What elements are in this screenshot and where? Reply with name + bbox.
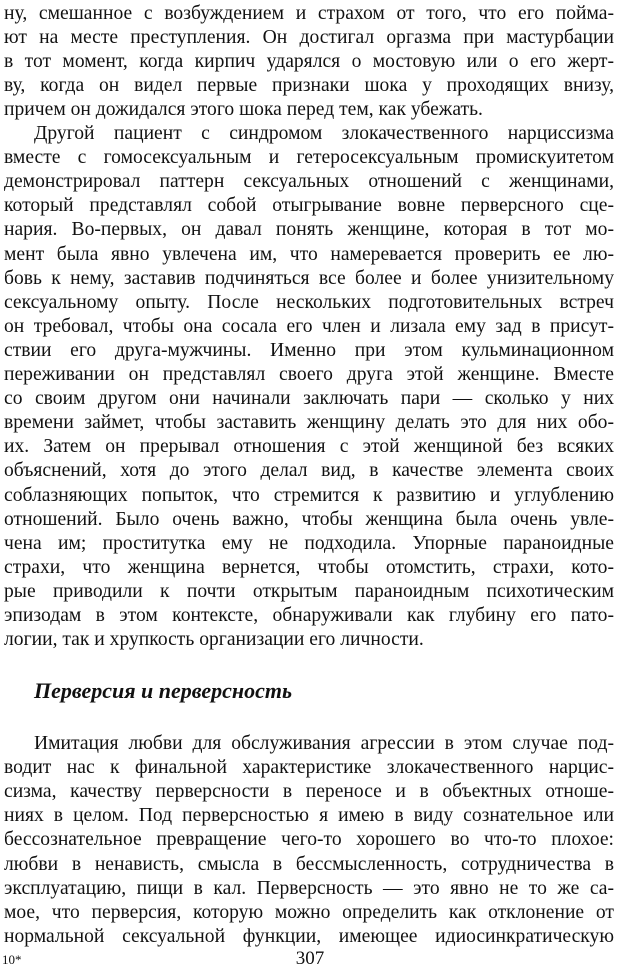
text-line: рые приводили к почти открытым параноидным психотическим (4, 580, 614, 602)
text-line: Другой пациент с синдромом злокачественного нарциссизма (34, 123, 614, 144)
text-line: в тот момент, когда кирпич ударялся о мостовую или о его жерт- (4, 51, 614, 73)
text-line: ют на месте преступления. Он достигал оргазма при мастурбации (4, 27, 614, 49)
text-line: отношений. Было очень важно, чтобы женщина была очень увле- (4, 508, 614, 530)
text-line: демонстрировал паттерн сексуальных отношений с женщинами, (4, 171, 614, 193)
signature-mark: 10* (2, 952, 22, 967)
text-line: страхи, что женщина вернется, чтобы отомстить, страхи, кото- (4, 556, 614, 578)
text-line: времени займет, чтобы заставить женщину делать это для них обо- (4, 412, 614, 434)
text-line: объяснений, хотя до этого делал вид, в качестве элемента своих (4, 460, 614, 482)
text-line: бовь к нему, заставив подчиняться все более и более унизительному (4, 267, 614, 289)
text-line: ствии его друга-мужчины. Именно при этом кульминационном (4, 339, 614, 361)
text-line: эпизодам в этом контексте, обнаруживали как глубину его пато- (4, 605, 614, 626)
text-line: нария. Во-первых, он давал понять женщине, которая в тот мо- (4, 219, 614, 241)
text-line: он требовал, чтобы она сосала его член и лизала ему зад в присут- (4, 315, 614, 337)
text-line: причем он дожидался этого шока перед тем, как убежать. (4, 99, 483, 121)
text-line: ну, смешанное с возбуждением и страхом от того, что его пойма- (4, 3, 614, 24)
text-line: переживании он представлял своего друга этой женщине. Вместе (4, 364, 614, 385)
text-line: ниях в целом. Под перверсностью я имею в виду сознательное или (4, 805, 614, 827)
text-line: который представлял собой отыгрывание вовне перверсного сце- (4, 195, 614, 217)
text-line: со своим другом они начинали заключать пари — сколько у них (4, 388, 614, 410)
text-line: логии, так и хрупкость организации его личности. (4, 629, 424, 651)
text-line: сексуальному опыту. После нескольких подготовительных встреч (4, 291, 614, 313)
text-line: любви в ненависть, смысла в бессмысленность, сотрудничества в (4, 853, 614, 875)
text-line: эксплуатацию, пищи в кал. Перверсность — это явно не то же са- (4, 877, 614, 899)
section-heading: Перверсия и перверсность (34, 678, 293, 703)
text-line: бессознательное превращение чего-то хорошего во что-то плохое: (4, 829, 614, 851)
text-line: их. Затем он прерывал отношения с этой женщиной без всяких (4, 436, 614, 458)
text-line: нормальной сексуальной функции, имеющее идиосинкратическую (4, 925, 614, 947)
text-line: водит нас к финальной характеристике злокачественного нарцис- (4, 757, 614, 779)
text-line: Имитация любви для обслуживания агрессии в этом случае под- (34, 733, 614, 754)
text-line: вместе с гомосексуальным и гетеросексуальным промискуитетом (4, 147, 614, 169)
text-line: ву, когда он видел первые признаки шока у проходящих внизу, (4, 75, 614, 97)
page-number: 307 (295, 948, 325, 969)
text-line: чена им; проститутка ему не подходила. Упорные параноидные (4, 532, 614, 554)
text-line: соблазняющих попыток, что стремится к развитию и углублению (4, 484, 614, 506)
text-line: мент была явно увлечена им, что намеревается проверить ее лю- (4, 243, 614, 265)
text-line: сизма, качеству перверсности в переносе и в объектных отноше- (4, 781, 614, 803)
text-line: мое, что перверсия, которую можно определить как отклонение от (4, 901, 614, 923)
